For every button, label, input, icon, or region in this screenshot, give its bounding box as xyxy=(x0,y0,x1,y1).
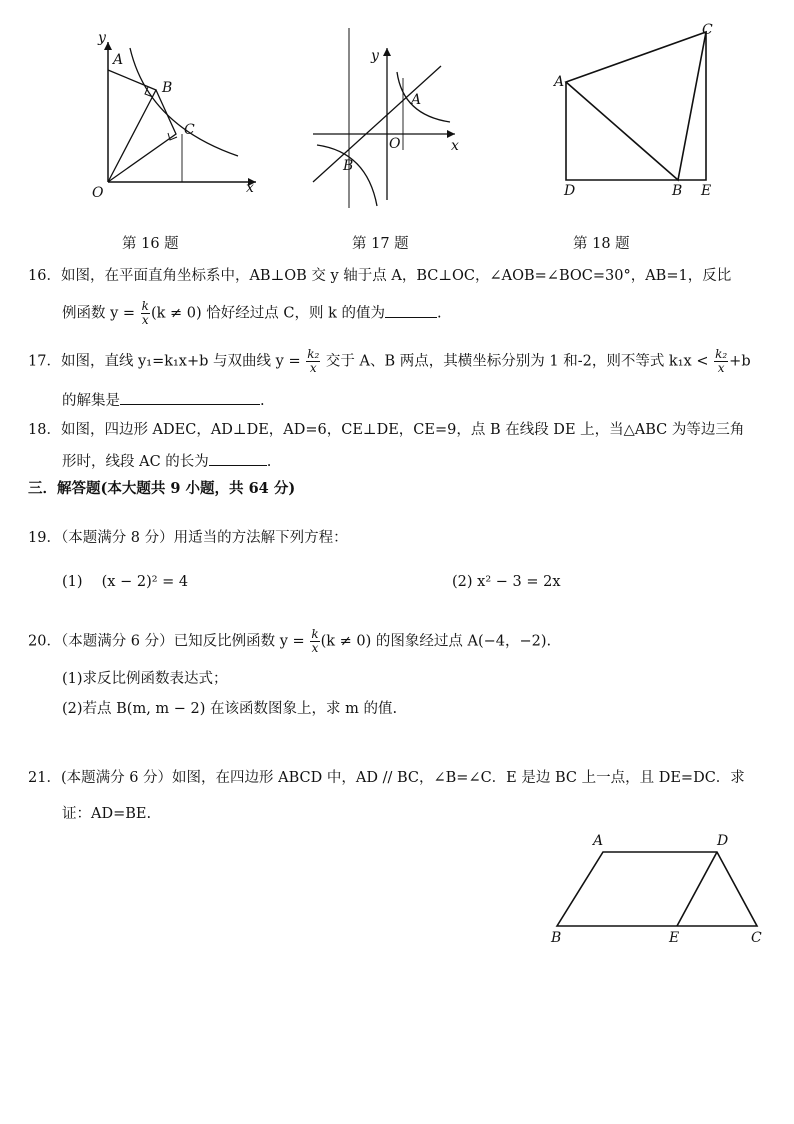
fig17-label-B: B xyxy=(343,158,354,174)
fig18-caption: 第 18 题 xyxy=(573,236,630,252)
fig16-caption: 第 16 题 xyxy=(122,236,179,252)
q16-answer-blank[interactable] xyxy=(385,301,437,318)
fig16-label-x: x xyxy=(246,180,254,196)
q20-stem xyxy=(28,628,774,655)
figure-18 xyxy=(552,20,722,200)
fig16-label-C: C xyxy=(184,122,195,138)
fig17-caption: 第 17 题 xyxy=(352,236,409,252)
q20-part1: (1)求反比例函数表达式； xyxy=(62,671,228,687)
q16-line2-end: . xyxy=(436,305,442,322)
fig18-label-B: B xyxy=(672,183,683,199)
q17-line1 xyxy=(28,348,774,375)
q16-line2-pre: 例函数 y = xyxy=(62,305,140,322)
q20-stem-post: (k ≠ 0) 的图象经过点 A(−4，−2). xyxy=(320,633,552,650)
fig16-label-B: B xyxy=(162,80,173,96)
fig21-label-A: A xyxy=(593,833,604,849)
figure-16 xyxy=(88,30,268,210)
fig16-label-y: y xyxy=(98,30,106,46)
q16-line1: 16．如图，在平面直角坐标系中，AB⊥OB 交 y 轴于点 A，BC⊥OC，∠AOB=∠BOC=30°，AB=1，反比 xyxy=(28,268,732,284)
q18-line2-end: . xyxy=(266,454,272,470)
q20-fraction xyxy=(310,628,319,655)
q21-line1: 21．(本题满分 6 分）如图，在四边形 ABCD 中，AD // BC，∠B=∠C．E 是边 BC 上一点，且 DE=DC．求 xyxy=(28,770,745,786)
q17-frac2-den: x xyxy=(717,361,725,375)
fig18-label-D: D xyxy=(564,183,576,199)
q20-stem-pre: 20．（本题满分 6 分）已知反比例函数 y = xyxy=(28,633,310,650)
q17-answer-blank[interactable] xyxy=(120,388,260,405)
q19-part1: (1) (x − 2)² = 4 xyxy=(62,574,189,590)
q18-line2-pre: 形时，线段 AC 的长为 xyxy=(62,454,209,470)
fig21-label-C: C xyxy=(751,930,762,946)
q17-line1-mid: 交于 A、B 两点，其横坐标分别为 1 和-2，则不等式 k₁x < xyxy=(321,353,714,370)
fig21-label-D: D xyxy=(717,833,729,849)
fig21-label-B: B xyxy=(551,930,562,946)
fig21-label-E: E xyxy=(669,930,680,946)
q16-line2 xyxy=(62,300,774,327)
q21-line2: 证：AD=BE. xyxy=(62,806,152,822)
fig17-label-O: O xyxy=(389,136,401,152)
q17-line1-end: +b xyxy=(729,353,751,370)
fig16-label-A: A xyxy=(113,52,124,68)
q18-line2 xyxy=(62,449,774,474)
figure-17 xyxy=(305,20,475,210)
q16-line2-mid: (k ≠ 0) 恰好经过点 C，则 k 的值为 xyxy=(150,305,385,322)
q16-fraction xyxy=(141,300,150,327)
q17-line1-pre: 17．如图，直线 y₁=k₁x+b 与双曲线 y = xyxy=(28,353,306,370)
section-3-heading: 三．解答题(本大题共 9 小题，共 64 分) xyxy=(28,480,296,497)
fig17-label-y: y xyxy=(371,48,379,64)
fig18-label-A: A xyxy=(554,74,565,90)
q17-frac2-num: k₂ xyxy=(715,347,728,361)
q17-fraction-2 xyxy=(714,348,728,375)
q17-frac-num: k₂ xyxy=(307,347,320,361)
fig17-label-A: A xyxy=(411,92,422,108)
q20-part2: (2)若点 B(m, m − 2) 在该函数图象上，求 m 的值. xyxy=(62,701,398,717)
q17-frac-den: x xyxy=(309,361,317,375)
q18-answer-blank[interactable] xyxy=(209,449,267,466)
q18-line1: 18．如图，四边形 ADEC，AD⊥DE，AD=6，CE⊥DE，CE=9，点 B 在线段 DE 上，当△ABC 为等边三角 xyxy=(28,422,745,438)
fig18-label-E: E xyxy=(701,183,712,199)
q17-line2-pre: 的解集是 xyxy=(62,393,120,409)
fig17-label-x: x xyxy=(451,138,459,154)
q20-frac-num: k xyxy=(311,627,319,641)
q16-frac-den: x xyxy=(141,313,149,327)
fig18-label-C: C xyxy=(702,22,713,38)
q17-line2-end: . xyxy=(260,393,265,409)
q17-line2 xyxy=(62,388,774,413)
q17-fraction-1 xyxy=(306,348,320,375)
q19-stem: 19．（本题满分 8 分）用适当的方法解下列方程： xyxy=(28,530,348,546)
q19-part2: (2) x² − 3 = 2x xyxy=(452,574,561,590)
figure-21 xyxy=(545,830,775,955)
q16-frac-num: k xyxy=(141,299,149,313)
q20-frac-den: x xyxy=(311,641,319,655)
fig16-label-O: O xyxy=(92,185,104,201)
